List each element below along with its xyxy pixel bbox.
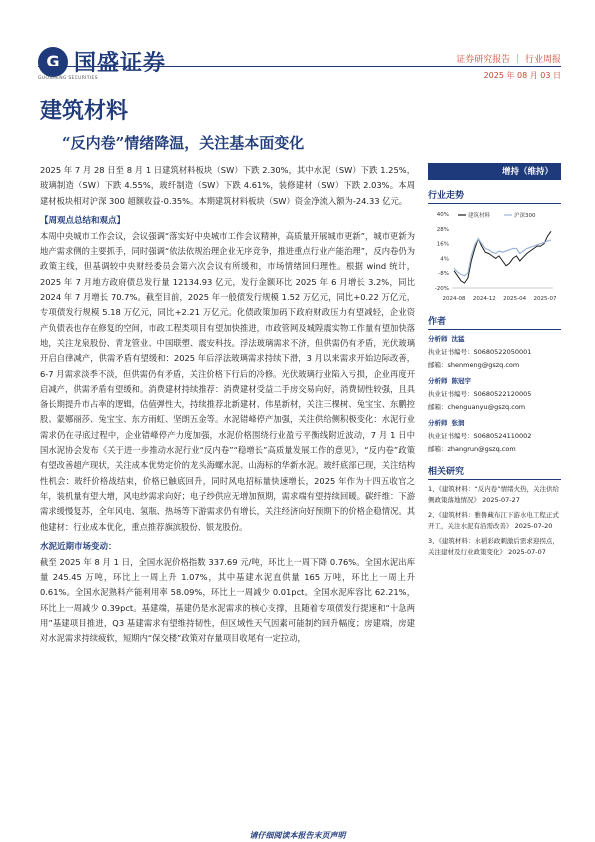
author-block (428, 417, 561, 456)
author-email[interactable]: 邮箱：zhangrun@gszq.com (428, 445, 516, 453)
section-cement-market: 水泥近期市场变动： (40, 541, 117, 552)
weekly-view-paragraph: 本周中央城市工作会议，会议强调“落实好中央城市工作会议精神，高质量开展城市更新”，城市更新为地产需求侧的主要抓手，同时强调“依法依规治理企业无序竞争，推进重点行业产能治理”，反内卷仍为政策主线，但基调较中央财经委员会第六次会议有所缓和，市场情绪回归理性。根据 wind 统计，2025 年 7 月地方政府债总发行量 12134.93 亿元，发行金额环比 2025 年 6 月增长 3.2%，同比 2024 年 7 月增长 70.7%。截至目前，2025 年一般债发行规模 1.52 万亿元，同比+0.22 万亿元，专项债发行规模 5.18 万亿元，同比+2.21 万亿元。化债政策加码下政府财政压力有望减轻，企业资产负债表也存在修复的空间，市政工程类项目有望加快推进，市政管网及城隍震实物工作量有望加快落地，关注龙泉股份、青龙管业、中国联塑、震安科技。浮法玻璃需求不济，但供需仍有矛盾，光伏玻璃开启自律减产，供需矛盾有望缓和：2025 年后浮法玻璃需求持续下滑，3 月以来需求开始边际改善，6-7 月需求淡季不淡，但供需仍有矛盾，关注价格下行后的冷修。光伏玻璃行业陷入亏损，企业再度开启减产，供需矛盾有望缓和。消费建材持续推荐：消费建材受益二手房交易向好，消费韧性较强，且具备长期提升市占率的逻辑，估值弹性大，持续推荐北新建材、伟星新材，关注三棵树、兔宝宝、东鹏控股、蒙娜丽莎、兔宝宝、东方雨虹、坚朗五金等。水泥错峰停产加强，关注供给侧积极变化：水泥行业需求仍在寻底过程中，企业错峰停产力度加强，水泥价格围绕行业盈亏平衡线附近波动，7 月 1 日中国水泥协会发布《关于进一步推动水泥行业“反内卷”“稳增长”高质量发展工作的意见》，“反内卷”政策有望改善超产现状，关注成本优势定价的龙头海螺水泥、山海标的华新水泥。玻纤底部已现，关注结构性机会：玻纤价格战结束，价格已触底回升，同时风电招标量快速增长，2025 年作为十四五收官之年，装机量有望大增，风电纱需求向好；电子纱供应无增加预期，需求端有望持续回暖。碳纤维：下游需求缓慢复苏，全年风电、氢瓶、热场等下游需求仍有增长，关注经济向好预期下的价格企稳情况。其他建材：行业成本优化，重点推荐旗滨股份、银龙股份。 (40, 230, 415, 532)
related-heading: 相关研究 (428, 464, 561, 480)
author-block (428, 333, 561, 372)
cement-market-paragraph: 截至 2025 年 8 月 1 日，全国水泥价格指数 337.69 元/吨，环比上一周下降 0.76%。全国水泥出库量 245.45 万吨，环比上一周上升 1.07%，其中基建水泥直供量 165 万吨，环比上一周上升 0.61%。全国水泥熟料产能利用率 58.09%，环比上一周减少 0.01pct。全国水泥库容比 62.21%，环比上一周减少 0.39pct。基建端，基建仍是水泥需求的核心支撑，且随着专项债发行提速和“十急两用”基建项目推进，Q3 基建需求有望维持韧性，但区域性天气因素可能制约回升幅度；房建端，房建对水泥需求持续疲软，短期内“保交楼”政策对存量项目收尾有一定拉动， (40, 556, 415, 644)
report-date: 2025 年 08 月 03 日 (483, 71, 561, 80)
legend-label: 建筑材料 (468, 213, 491, 219)
related-report-link[interactable]: 2、《建筑材料：雅鲁藏布江下游水电工程正式开工，关注水泥有沿需改善》 2025-07-20 (428, 511, 559, 530)
rating-badge: 增持（维持） (428, 163, 561, 180)
report-headline: “反内卷”情绪降温，关注基本面变化 (62, 134, 305, 152)
author-cert: 执业证书编号：S0680522050001 (428, 348, 532, 356)
x-tick-label: 2024-08 (442, 296, 466, 302)
y-tick-label: -20% (434, 286, 449, 292)
author-name: 张润 (451, 419, 465, 427)
brand-mark-icon: G (38, 47, 68, 77)
intro-paragraph: 2025 年 7 月 28 日至 8 月 1 日建筑材料板块（SW）下跌 2.30%，其中水泥（SW）下跌 1.25%，玻璃制造（SW）下跌 4.55%，玻纤制造（SW）下跌 4.61%，装修建材（SW）下跌 2.03%。本周建材板块相对沪深 300 超额收益-0.35%。本期建筑材料板块（SW）资金净流入额为-24.33 亿元。 (40, 165, 415, 206)
authors-list (428, 333, 561, 456)
author-role: 分析师 (428, 335, 448, 343)
series-line-building-materials (454, 231, 551, 283)
related-report-link[interactable]: 1、《建筑材料：“反内卷”情绪火热，关注供给侧政策落地情况》 2025-07-27 (428, 485, 560, 504)
report-tags: 证券研究报告 ｜ 行业周报 (456, 55, 561, 65)
brand-logo (38, 46, 166, 77)
author-name: 沈猛 (451, 335, 465, 343)
main-column (40, 163, 415, 647)
x-tick-label: 2025-04 (503, 296, 527, 302)
x-tick-label: 2024-12 (472, 296, 496, 302)
industry-trend-chart (428, 206, 561, 306)
brand-tagline: GUOSHENG SECURITIES (38, 76, 98, 81)
series-line-csi300 (454, 239, 551, 276)
authors-heading: 作者 (428, 314, 561, 330)
legend-label: 沪深300 (514, 213, 536, 219)
y-tick-label: 40% (436, 212, 449, 218)
related-report-link[interactable]: 3、《建筑材料：水稻彩政刺激后需求迎拐点，关注建材及行业政策变化》 2025-07-07 (428, 537, 559, 556)
author-email[interactable]: 邮箱：shenmeng@gszq.com (428, 361, 520, 369)
footer-disclaimer: 请仔细阅读本报告末页声明 (249, 831, 346, 840)
section-weekly-view: 【周观点总结和观点】 (40, 215, 126, 226)
x-tick-label: 2025-07 (533, 296, 557, 302)
author-role: 分析师 (428, 419, 448, 427)
header-rule (38, 66, 561, 67)
brand-name: 国盛证券 (74, 51, 167, 76)
author-role: 分析师 (428, 377, 448, 385)
related-list (428, 484, 561, 558)
trend-heading: 行业走势 (428, 188, 561, 204)
author-cert: 执业证书编号：S0680522120005 (428, 390, 532, 398)
author-email[interactable]: 邮箱：chenguanyu@gszq.com (428, 403, 526, 411)
author-name: 陈冠宇 (451, 377, 471, 385)
sidebar (428, 163, 561, 558)
y-tick-label: 16% (436, 241, 449, 248)
author-cert: 执业证书编号：S0680524110002 (428, 432, 532, 440)
author-block (428, 375, 561, 414)
industry-title: 建筑材料 (40, 98, 129, 124)
y-tick-label: 28% (436, 226, 449, 233)
y-tick-label: 4% (440, 256, 449, 263)
y-tick-label: -8% (438, 271, 449, 278)
